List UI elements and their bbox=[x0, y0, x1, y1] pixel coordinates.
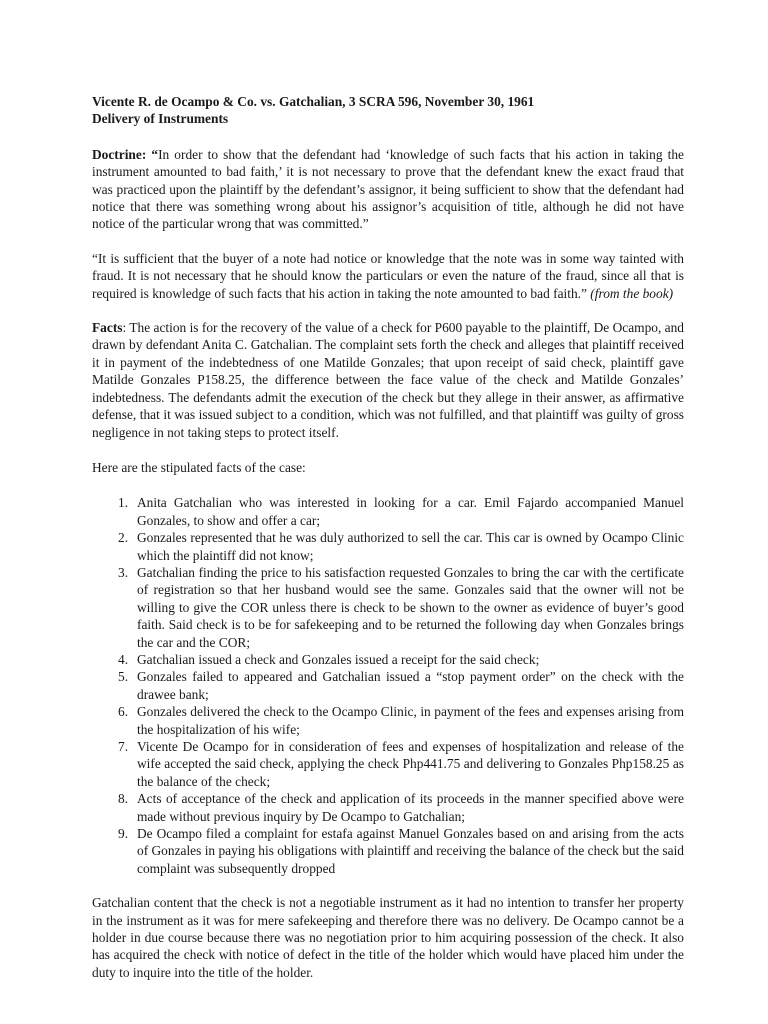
facts-paragraph bbox=[92, 319, 684, 441]
doctrine-text: In order to show that the defendant had ‘knowledge of such facts that his action in taking the instrument amounted to bad faith,’ it is not necessary to prove that the defendant knew the exact fraud that was practiced upon the plaintiff by the defendant’s assignor, it being sufficient to show that the defendant had notice that there was something wrong about his assignor’s acquisition of title, although he did not have notice of the particular wrong that was committed.” bbox=[92, 146, 684, 232]
list-item-number: 5. bbox=[118, 669, 129, 685]
list-item-text: Gatchalian finding the price to his satisfaction requested Gonzales to bring the car with the certificate of registration so that her husband would see the same. Gonzales said that the owner will not be willing to give the COR unless there is check to be shown to the owner as evidence of buyer’s good faith. Said check is to be for safekeeping and to be returned the following day when Gonzales brings the car and the COR; bbox=[137, 564, 684, 650]
list-item-number: 7. bbox=[118, 739, 129, 754]
list-item-text: Gonzales delivered the check to the Ocampo Clinic, in payment of the fees and expenses arising from the hospitalization of his wife; bbox=[137, 704, 684, 737]
document-page bbox=[92, 93, 684, 981]
facts-label: Facts bbox=[92, 320, 123, 336]
list-item bbox=[92, 825, 684, 877]
list-item bbox=[92, 651, 684, 668]
doctrine-label: Doctrine: “ bbox=[92, 146, 159, 162]
contention-paragraph: Gatchalian content that the check is not a negotiable instrument as it had no intention to transfer her property in the instrument as it was for mere safekeeping and therefore there was no delivery. De Ocampo cannot be a holder in due course because there was no negotiation prior to him acquiring possession of the check. It also has acquired the check with notice of defect in the title of the holder which would have placed him under the duty to inquire into the title of the holder. bbox=[92, 895, 684, 980]
list-item-text: Vicente De Ocampo for in consideration of fees and expenses of hospitalization and release of the wife accepted the said check, applying the check Php441.75 and delivering to Gonzales Php158.25 as the balance of the check; bbox=[137, 739, 684, 789]
list-item-number: 4. bbox=[118, 651, 129, 667]
list-item bbox=[92, 529, 684, 564]
list-item bbox=[92, 494, 684, 529]
doctrine-paragraph bbox=[92, 146, 684, 233]
list-item-text: De Ocampo filed a complaint for estafa against Manuel Gonzales based on and arising from the acts of Gonzales in paying his obligations with plaintiff and receiving the balance of the check but the said complaint was subsequently dropped bbox=[137, 826, 684, 876]
stipulated-intro: Here are the stipulated facts of the case: bbox=[92, 459, 306, 475]
list-item-number: 9. bbox=[118, 826, 129, 842]
section-subtitle: Delivery of Instruments bbox=[92, 111, 229, 127]
list-item-text: Gatchalian issued a check and Gonzales issued a receipt for the said check; bbox=[137, 651, 540, 667]
case-title: Vicente R. de Ocampo & Co. vs. Gatchalian, 3 SCRA 596, November 30, 1961 bbox=[92, 94, 535, 109]
list-item bbox=[92, 790, 684, 825]
list-item bbox=[92, 564, 684, 651]
list-item-text: Gonzales represented that he was duly authorized to sell the car. This car is owned by Ocampo Clinic which the plaintiff did not know; bbox=[137, 530, 684, 563]
list-item-text: Acts of acceptance of the check and application of its proceeds in the manner specified above were made without previous inquiry by De Ocampo to Gatchalian; bbox=[137, 791, 684, 824]
list-item-text: Gonzales failed to appeared and Gatchalian issued a “stop payment order” on the check with the drawee bank; bbox=[137, 669, 684, 702]
list-item-number: 2. bbox=[118, 530, 129, 546]
facts-text: : The action is for the recovery of the value of a check for P600 payable to the plaintiff, De Ocampo, and drawn by defendant Anita C. Gatchalian. The complaint sets forth the check and alleges that plaintiff received it in payment of the indebtedness of one Matilde Gonzales; that upon receipt of said check, plaintiff gave Matilde Gonzales P158.25, the difference between the face value of the check and Matilde Gonzales’ indebtedness. The defendants admit the execution of the check but they allege in their answer, as affirmative defense, that it was issued subject to a condition, which was not fulfilled, and that plaintiff was guilty of gross negligence in not taking steps to protect itself. bbox=[92, 320, 684, 440]
book-quote-text: “It is sufficient that the buyer of a note had notice or knowledge that the note was in some way tainted with fraud. It is not necessary that he should know the particulars or even the nature of the fraud, since all that is required is knowledge of such facts that his action in taking the note amounted to bad faith.” bbox=[92, 250, 684, 301]
list-item-text: Anita Gatchalian who was interested in looking for a car. Emil Fajardo accompanied Manuel Gonzales, to show and offer a car; bbox=[137, 495, 684, 528]
list-item bbox=[92, 703, 684, 738]
list-item-number: 8. bbox=[118, 791, 129, 807]
book-quote-paragraph bbox=[92, 250, 684, 302]
list-item bbox=[92, 668, 684, 703]
list-item bbox=[92, 738, 684, 790]
list-item-number: 6. bbox=[118, 704, 129, 720]
list-item-number: 3. bbox=[118, 564, 129, 580]
list-item-number: 1. bbox=[118, 495, 129, 511]
stipulated-facts-list bbox=[92, 494, 684, 877]
book-quote-source: (from the book) bbox=[590, 285, 674, 301]
